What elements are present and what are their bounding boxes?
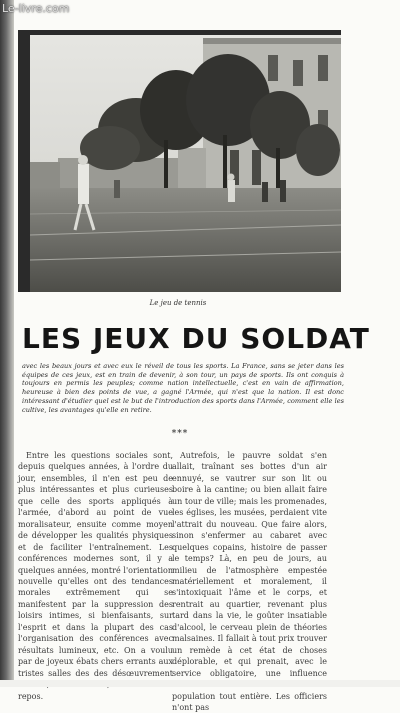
photo-border-left — [18, 30, 30, 292]
article-column-left: Entre les questions sociales sont, depuis quelques années, à l'ordre du jour, ensembles, il n'en est peu de plus intéressantes et plus curieuses que celle des sports appliqués à l'armée, d'abord au point de vue moralisateur, ensuite comme moyen de développer les qualités physiques et de faciliter l'entraînement. Les conférences modernes sont, il y a quelques années, montré l'orientation nouvelle qu'elles ont des tendances morales extrêmement qui se manifestent par la suppression des loisirs intimes, si bienfaisants, sur l'esprit et dans la plupart des cas l'organisation des conférences avec résultats lumineux, etc. On a voulu par de joyeux ébats chers errants aux tristes salles des des désœuvrement repos. — [18, 451, 173, 701]
photo-scene — [18, 30, 341, 292]
section-ornament: *** — [171, 429, 189, 439]
photo-caption: Le jeu de tennis — [149, 299, 207, 307]
page-bottom-edge — [0, 680, 400, 687]
tennis-photo — [18, 30, 341, 292]
watermark: Le-livre.com — [2, 2, 70, 15]
tennis-player-left — [78, 164, 89, 204]
article-column-right: Autrefois, le pauvre soldat s'en allait, traînant ses bottes d'un air ennuyé, se vautrer sur son lit ou boire à la cantine; ou bien allait faire un tour de ville; mais les promenades, les églises, les musées, perdaient vite l'attrait du nouveau. Que faire alors, sinon s'enfermer au cabaret avec quelques copains, histoire de passer le temps? Là, en peu de jours, au milieu de l'atmosphère empestée matériellement et moralement, il s'intoxiquait l'âme et le corps, et rentrait au quartier, revenant plus tard dans la vie, le goûter insatiable d'alcool, le cerveau plein de théories malsaines. Il fallait à tout prix trouver un remède à cet état de choses déplorable, et qui prenait, avec le service obligatoire, une influence population tout entière. Les officiers n'ont pas — [172, 451, 327, 712]
book-spine-shadow — [0, 0, 14, 687]
article-intro: avec les beaux jours et avec eux le réveil de tous les sports. La France, sans se jeter dans les équipes de ces jeux, est en train de devenir, à son tour, un pays de sports. Ils ont conquis à toujours en permis les peuples; comme nation intellectuelle, c'est en vain de affirmation, heureuse à bien des points de vue, a gagné l'Armée, qui n'est que la nation. Il est donc intéressant d'étudier quel est le but de l'introduction des sports dans l'Armée, comment elle les cultive, les avantages qu'elle en retire. — [22, 362, 344, 414]
article-title: LES JEUX DU SOLDAT — [22, 322, 370, 355]
photo-border-top — [18, 30, 341, 35]
tennis-player-right — [228, 180, 235, 202]
